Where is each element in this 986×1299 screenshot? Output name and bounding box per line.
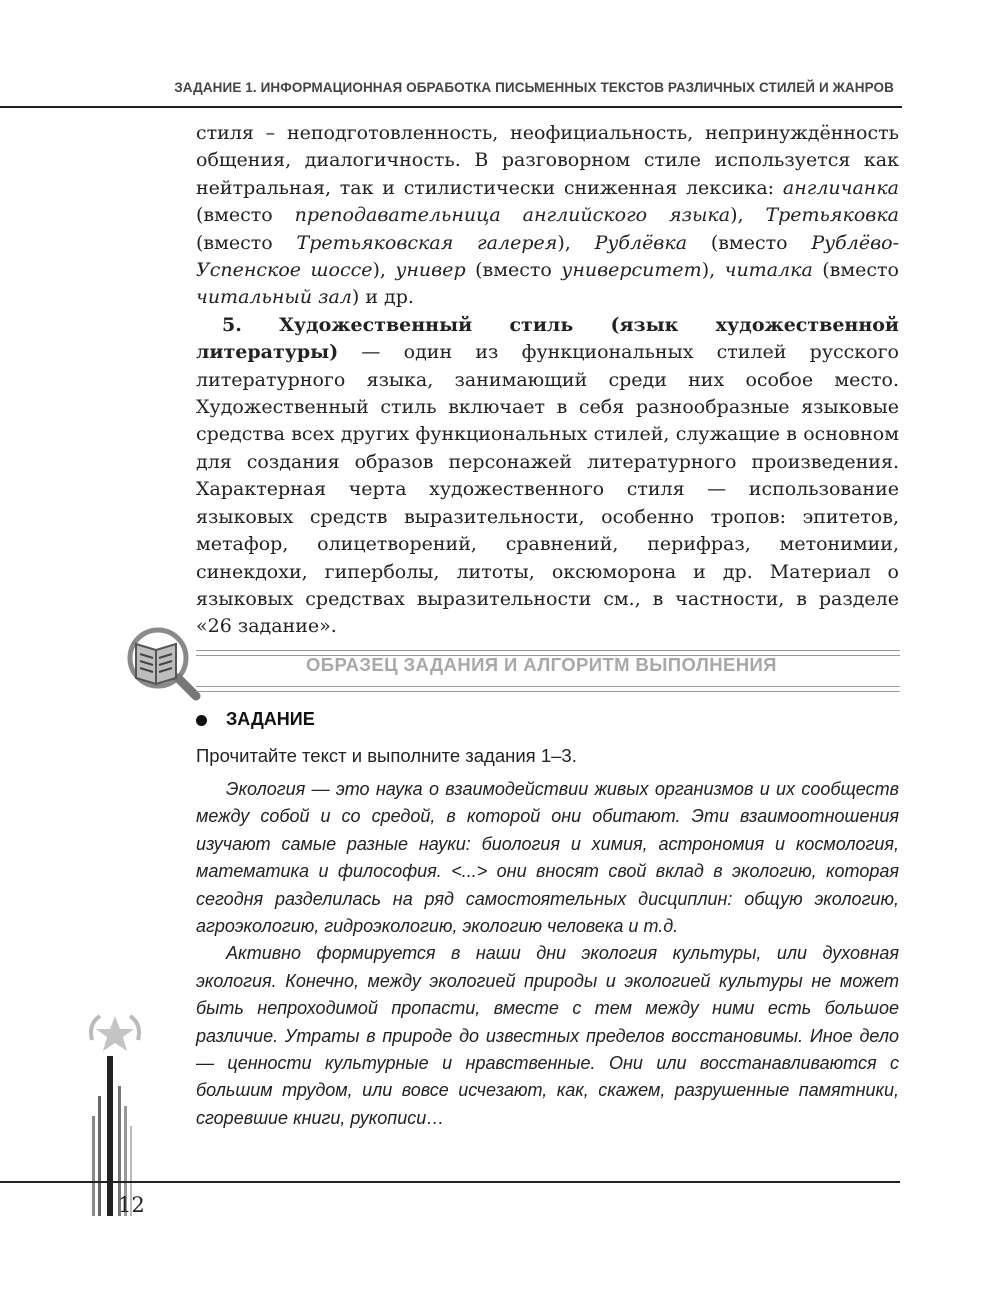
open-book-magnifier-icon <box>126 620 206 704</box>
excerpt-paragraph-1: Экология — это наука о взаимодействии живых организмов и их сообществ между собой и со средой, в которой они обитают. Эти взаимоотношения изучают самые разные науки: биология и химия, астрономия и космология, математика и философия. <...> они вносят свой вклад в экологию, которая сегодня разделилась на ряд самостоятельных дисциплин: общую экологию, агроэкологию, гидроэкологию, экологию человека и т.д. <box>196 779 899 937</box>
intro-paragraph-2: 5. Художественный стиль (язык художественной литературы) — один из функциональных стилей русского литературного языка, занимающий среди них особое место. Художественный стиль включает в себя разнообразные языковые средства всех других функциональных стилей, служащие в основном для создания образов персонажей литературного произведения. Характерная черта художественного стиля — использование языковых средств выразительности, особенно тропов: эпитетов, метафор, олицетворений, сравнений, перифраз, метонимии, синекдохи, гиперболы, литоты, оксюморона и др. Материал о языковых средствах выразительности см., в частности, в разделе «26 задание». <box>196 313 899 638</box>
excerpt-paragraph-2: Активно формируется в наши дни экология культуры, или духовная экология. Конечно, между экологией природы и экологией культуры не может быть непроходимой пропасти, вместе с тем между ними есть большое различие. Утраты в природе до известных пределов восстановимы. Иное дело — ценности культурные и нравственные. Они или восстанавливаются с большим трудом, или вовсе исчезают, как, скажем, разрушенные памятники, сгоревшие книги, рукописи… <box>196 943 899 1128</box>
page-number: 12 <box>118 1193 145 1217</box>
section-title: ОБРАЗЕЦ ЗАДАНИЯ И АЛГОРИТМ ВЫПОЛНЕНИЯ <box>306 654 777 675</box>
footer-rule <box>0 1181 900 1183</box>
task-label: ЗАДАНИЕ <box>226 709 315 729</box>
running-title: ЗАДАНИЕ 1. ИНФОРМАЦИОННАЯ ОБРАБОТКА ПИСЬМЕННЫХ ТЕКСТОВ РАЗЛИЧНЫХ СТИЛЕЙ И ЖАНРОВ <box>174 80 894 95</box>
bullet-icon <box>196 715 207 726</box>
style-heading: 5. Художественный стиль (язык художественной литературы) <box>196 313 899 364</box>
section-banner <box>126 620 906 720</box>
running-header <box>0 72 902 108</box>
reading-excerpt <box>196 776 899 1132</box>
intro-text <box>196 120 899 641</box>
star-wreath-icon <box>80 1010 150 1220</box>
intro-paragraph-1: стиля – неподготовленность, неофициальность, непринуждённость общения, диалогичность. В разговорном стиле используется как нейтральная, так и стилистически сниженная лексика: англичанка (вместо преподавательница английского языка), Третьяковка (вместо Третьяковская галерея), Рублёвка (вместо Рублёво-Успенское шоссе), универ (вместо университет), читалка (вместо читальный зал) и др. <box>196 122 900 309</box>
task-instruction: Прочитайте текст и выполните задания 1–3. <box>196 745 577 766</box>
